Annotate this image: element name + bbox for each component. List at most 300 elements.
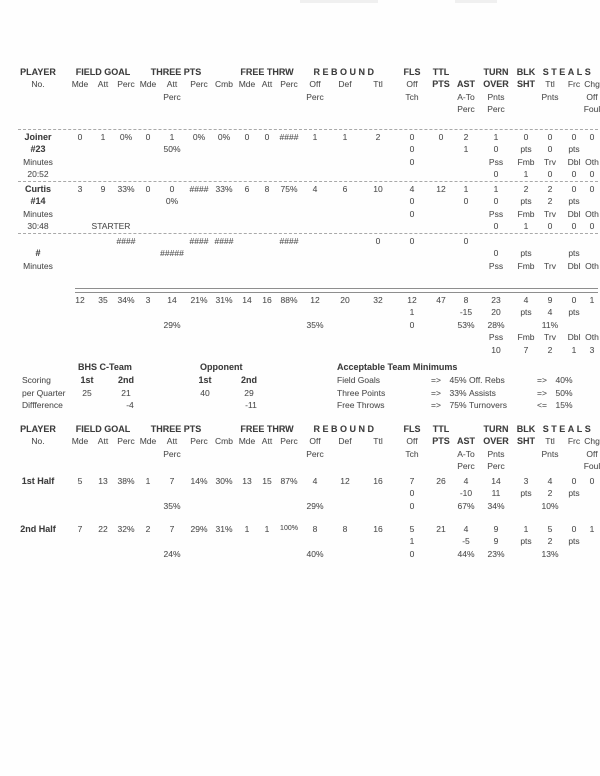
halves-header-l3-c17: Perc xyxy=(487,461,505,472)
team-difference-value: -4 xyxy=(126,400,134,410)
row-blank-l0-c7: #### xyxy=(214,236,234,246)
per-quarter-label: per Quarter xyxy=(22,388,66,398)
row-joiner-l0-c0: Joiner xyxy=(24,132,52,142)
row-totals-l3-c18: Fmb xyxy=(517,332,535,343)
row-totals-l0-c10: 88% xyxy=(280,295,298,305)
stats-header-l2-c17: Pnts xyxy=(487,91,505,102)
row-blank-l1-c18: pts xyxy=(520,248,532,259)
row-joiner-l2-c0: Minutes xyxy=(23,156,53,167)
halves-header-l0-c5: THREE PTS xyxy=(150,424,202,434)
row-joiner-l1-c5: 50% xyxy=(163,144,181,155)
row-2nd-half-l1-c14: 1 xyxy=(409,536,415,547)
halves-header-l0-c0: PLAYER xyxy=(20,424,56,434)
row-2nd-half-l2-c19: 13% xyxy=(541,548,559,559)
stats-header-l1-c9: Att xyxy=(261,79,273,90)
row-totals-l2-c17: 28% xyxy=(487,319,505,330)
halves-header-l1-c7: Cmb xyxy=(215,436,233,447)
row-2nd-half-l0-c8: 1 xyxy=(244,524,250,534)
row-totals-l3-c19: Trv xyxy=(544,332,556,343)
row-joiner-l3-c20: 0 xyxy=(571,169,577,180)
row-totals-l0-c11: 12 xyxy=(310,295,320,305)
row-curtis-l0-c14: 4 xyxy=(409,184,415,194)
row-blank-l2-c21: Oth xyxy=(585,260,599,271)
row-totals-l0-c19: 9 xyxy=(547,295,553,305)
halves-header-l0-c2: FIELD GOAL xyxy=(75,424,131,434)
stats-header-l1-c21: Chg xyxy=(584,79,600,90)
halves-header-l2-c21: Off xyxy=(586,448,598,459)
stats-header-l0-c9: FREE THRW xyxy=(240,67,294,77)
row-1st-half-l2-c17: 34% xyxy=(487,500,505,511)
halves-header-l1-c6: Perc xyxy=(190,436,208,447)
halves-header-l1-c9: Att xyxy=(261,436,273,447)
row-joiner-l0-c6: 0% xyxy=(192,132,206,142)
row-curtis-l3-c18: 1 xyxy=(523,221,529,232)
row-totals-l0-c18: 4 xyxy=(523,295,529,305)
row-2nd-half-l2-c16: 44% xyxy=(457,548,475,559)
row-totals-l0-c15: 47 xyxy=(436,295,446,305)
row-1st-half-l2-c11: 29% xyxy=(306,500,324,511)
minimum-operator: => xyxy=(537,375,547,385)
row-2nd-half-l0-c0: 2nd Half xyxy=(20,524,56,534)
row-2nd-half-l0-c19: 5 xyxy=(547,524,553,534)
row-1st-half-l0-c15: 26 xyxy=(436,476,446,486)
stats-header-l1-c2: Att xyxy=(97,79,109,90)
row-curtis-l0-c5: 0 xyxy=(169,184,175,194)
stats-header-l1-c3: Perc xyxy=(117,79,135,90)
row-1st-half-l0-c19: 4 xyxy=(547,476,553,486)
row-2nd-half-l0-c12: 8 xyxy=(342,524,348,534)
row-1st-half-l0-c2: 13 xyxy=(98,476,108,486)
minimum-value: 15% xyxy=(555,400,573,410)
dashed-separator xyxy=(18,129,598,130)
stats-header-l3-c21: Foul xyxy=(583,104,600,115)
row-joiner-l2-c17: Pss xyxy=(488,156,504,167)
row-1st-half-l1-c18: pts xyxy=(520,488,532,499)
row-1st-half-l0-c16: 4 xyxy=(463,476,469,486)
row-joiner-l0-c15: 0 xyxy=(438,132,444,142)
stats-header-l1-c1: Mde xyxy=(71,79,89,90)
row-curtis-l3-c2: STARTER xyxy=(91,221,131,232)
row-2nd-half-l0-c10: 100% xyxy=(280,525,298,532)
row-totals-l1-c14: 1 xyxy=(409,307,415,318)
row-totals-l0-c4: 3 xyxy=(145,295,151,305)
halves-header-l0-c20: STEALS xyxy=(542,424,594,434)
row-curtis-l0-c7: 33% xyxy=(215,184,233,194)
row-1st-half-l0-c7: 30% xyxy=(215,476,233,486)
halves-header-l1-c4: Mde xyxy=(139,436,157,447)
halves-header-l2-c16: A-To xyxy=(457,448,475,459)
stats-header-l1-c7: Cmb xyxy=(215,79,233,90)
row-curtis-l0-c0: Curtis xyxy=(24,184,52,194)
row-joiner-l0-c9: 0 xyxy=(264,132,270,142)
row-blank-l0-c13: 0 xyxy=(375,236,381,246)
row-joiner-l0-c14: 0 xyxy=(409,132,415,142)
row-2nd-half-l0-c21: 1 xyxy=(589,524,595,534)
row-curtis-l0-c2: 9 xyxy=(100,184,106,194)
row-2nd-half-l0-c15: 21 xyxy=(436,524,446,534)
stats-header-l1-c4: Mde xyxy=(139,79,157,90)
halves-header-l2-c14: Tch xyxy=(405,448,419,459)
row-joiner-l2-c20: Dbl xyxy=(567,156,581,167)
stats-header-l0-c17: TURN xyxy=(483,67,509,77)
halves-header-l1-c5: Att xyxy=(166,436,178,447)
halves-header-l1-c8: Mde xyxy=(238,436,256,447)
row-joiner-l0-c19: 0 xyxy=(547,132,553,142)
row-curtis-l0-c8: 6 xyxy=(244,184,250,194)
row-curtis-l3-c0: 30:48 xyxy=(27,221,49,232)
row-totals-l0-c14: 12 xyxy=(407,295,417,305)
halves-header-l1-c15: PTS xyxy=(432,436,450,447)
row-curtis-l0-c6: #### xyxy=(189,184,209,194)
row-totals-l0-c3: 34% xyxy=(117,295,135,305)
row-joiner-l0-c18: 0 xyxy=(523,132,529,142)
scoring-label: Scoring xyxy=(22,375,51,385)
row-curtis-l3-c20: 0 xyxy=(571,221,577,232)
stats-header-l0-c0: PLAYER xyxy=(20,67,56,77)
row-totals-l1-c16: -15 xyxy=(459,307,473,318)
row-totals-l4-c19: 2 xyxy=(547,344,553,355)
row-totals-l1-c17: 20 xyxy=(491,307,501,318)
stats-header-l1-c13: Ttl xyxy=(373,79,383,90)
row-curtis-l1-c19: 2 xyxy=(547,196,553,207)
stats-header-l3-c17: Perc xyxy=(487,104,505,115)
row-curtis-l0-c16: 1 xyxy=(463,184,469,194)
row-totals-l3-c20: Dbl xyxy=(567,332,581,343)
halves-header-l1-c16: AST xyxy=(457,436,475,447)
row-2nd-half-l2-c14: 0 xyxy=(409,548,415,559)
row-curtis-l0-c12: 6 xyxy=(342,184,348,194)
halves-header-l1-c2: Att xyxy=(97,436,109,447)
stats-header-l0-c14: FLS xyxy=(403,67,421,77)
row-1st-half-l0-c11: 4 xyxy=(312,476,318,486)
row-curtis-l1-c16: 0 xyxy=(463,196,469,207)
row-joiner-l1-c0: #23 xyxy=(30,144,46,155)
row-blank-l0-c14: 0 xyxy=(409,236,415,246)
row-joiner-l0-c10: #### xyxy=(279,132,299,142)
row-curtis-l1-c18: pts xyxy=(520,196,532,207)
scan-artifact xyxy=(455,0,497,3)
stats-header-l0-c18: BLK xyxy=(516,67,536,77)
row-joiner-l0-c8: 0 xyxy=(244,132,250,142)
row-curtis-l0-c11: 4 xyxy=(312,184,318,194)
row-totals-l4-c20: 1 xyxy=(571,344,577,355)
row-joiner-l1-c14: 0 xyxy=(409,144,415,155)
opponent-header: Opponent xyxy=(200,362,243,372)
row-1st-half-l0-c8: 13 xyxy=(242,476,252,486)
team-q2-header: 2nd xyxy=(117,375,135,385)
row-curtis-l0-c9: 8 xyxy=(264,184,270,194)
row-curtis-l1-c14: 0 xyxy=(409,196,415,207)
row-joiner-l2-c21: Oth xyxy=(585,156,599,167)
row-2nd-half-l0-c13: 16 xyxy=(373,524,383,534)
row-totals-l3-c17: Pss xyxy=(488,332,504,343)
halves-header-l1-c12: Def xyxy=(338,436,352,447)
halves-header-l0-c18: BLK xyxy=(516,424,536,434)
row-2nd-half-l0-c1: 7 xyxy=(77,524,83,534)
minimum-label: Turnovers xyxy=(469,400,507,410)
halves-header-l1-c13: Ttl xyxy=(373,436,383,447)
halves-header-l2-c11: Perc xyxy=(306,448,324,459)
row-curtis-l2-c14: 0 xyxy=(409,208,415,219)
row-totals-l2-c14: 0 xyxy=(409,319,415,330)
halves-header-l3-c16: Perc xyxy=(457,461,475,472)
row-curtis-l0-c15: 12 xyxy=(436,184,446,194)
row-curtis-l0-c1: 3 xyxy=(77,184,83,194)
row-1st-half-l0-c14: 7 xyxy=(409,476,415,486)
row-blank-l1-c5: ##### xyxy=(160,248,184,259)
row-totals-l0-c7: 31% xyxy=(215,295,233,305)
row-curtis-l3-c17: 0 xyxy=(493,221,499,232)
row-curtis-l2-c0: Minutes xyxy=(23,208,53,219)
row-2nd-half-l0-c2: 22 xyxy=(98,524,108,534)
row-1st-half-l1-c17: 11 xyxy=(491,488,501,499)
row-1st-half-l0-c12: 12 xyxy=(340,476,350,486)
stats-header-l0-c12: REBOUND xyxy=(313,67,377,77)
minimum-label: Three Points xyxy=(337,388,386,398)
stats-header-l2-c16: A-To xyxy=(457,91,475,102)
row-totals-l0-c20: 0 xyxy=(571,295,577,305)
row-2nd-half-l0-c14: 5 xyxy=(409,524,415,534)
opp-q2-header: 2nd xyxy=(240,375,258,385)
stats-header-l0-c20: STEALS xyxy=(542,67,594,77)
totals-double-rule xyxy=(75,288,598,293)
stats-header-l1-c15: PTS xyxy=(432,79,450,90)
row-curtis-l1-c20: pts xyxy=(568,196,580,207)
row-blank-l0-c3: #### xyxy=(116,236,136,246)
stats-header-l2-c21: Off xyxy=(586,91,598,102)
row-curtis-l2-c20: Dbl xyxy=(567,208,581,219)
halves-header-l1-c10: Perc xyxy=(280,436,298,447)
row-curtis-l0-c4: 0 xyxy=(145,184,151,194)
stats-header-l1-c5: Att xyxy=(166,79,178,90)
minimum-label: Assists xyxy=(469,388,496,398)
halves-header-l0-c9: FREE THRW xyxy=(240,424,294,434)
stats-header-l1-c20: Frc xyxy=(567,79,581,90)
minimums-title: Acceptable Team Minimums xyxy=(337,362,458,372)
row-joiner-l0-c17: 1 xyxy=(493,132,499,142)
row-joiner-l0-c13: 2 xyxy=(375,132,381,142)
row-blank-l2-c18: Fmb xyxy=(517,260,535,271)
row-joiner-l0-c7: 0% xyxy=(217,132,231,142)
row-curtis-l1-c5: 0% xyxy=(165,196,179,207)
row-totals-l0-c12: 20 xyxy=(340,295,350,305)
row-totals-l1-c19: 4 xyxy=(547,307,553,318)
row-blank-l2-c0: Minutes xyxy=(23,260,53,271)
row-joiner-l2-c19: Trv xyxy=(544,156,556,167)
minimum-label: Off. Rebs xyxy=(469,375,505,385)
stats-header-l1-c0: No. xyxy=(31,79,45,90)
row-totals-l0-c5: 14 xyxy=(167,295,177,305)
row-curtis-l0-c13: 10 xyxy=(373,184,383,194)
row-2nd-half-l1-c16: -5 xyxy=(462,536,470,547)
row-totals-l1-c20: pts xyxy=(568,307,580,318)
row-totals-l0-c2: 35 xyxy=(98,295,108,305)
row-curtis-l2-c21: Oth xyxy=(585,208,599,219)
minimum-label: Free Throws xyxy=(337,400,385,410)
stats-header-l1-c11: Off xyxy=(309,79,321,90)
row-2nd-half-l2-c17: 23% xyxy=(487,548,505,559)
row-2nd-half-l0-c16: 4 xyxy=(463,524,469,534)
dashed-separator xyxy=(18,181,598,182)
row-joiner-l0-c5: 1 xyxy=(169,132,175,142)
row-curtis-l2-c17: Pss xyxy=(488,208,504,219)
halves-header-l1-c19: Ttl xyxy=(545,436,555,447)
row-2nd-half-l1-c17: 9 xyxy=(493,536,499,547)
stats-header-l1-c8: Mde xyxy=(238,79,256,90)
row-blank-l1-c0: # xyxy=(35,248,41,259)
row-totals-l0-c21: 1 xyxy=(589,295,595,305)
row-totals-l1-c18: pts xyxy=(520,307,532,318)
stats-header-l2-c19: Pnts xyxy=(541,91,559,102)
row-curtis-l3-c19: 0 xyxy=(547,221,553,232)
row-totals-l2-c19: 11% xyxy=(541,319,559,330)
row-joiner-l0-c20: 0 xyxy=(571,132,577,142)
row-1st-half-l2-c5: 35% xyxy=(163,500,181,511)
row-1st-half-l1-c14: 0 xyxy=(409,488,415,499)
row-1st-half-l0-c0: 1st Half xyxy=(21,476,55,486)
row-2nd-half-l1-c18: pts xyxy=(520,536,532,547)
row-curtis-l0-c3: 33% xyxy=(117,184,135,194)
row-blank-l1-c17: 0 xyxy=(493,248,499,259)
row-2nd-half-l0-c18: 1 xyxy=(523,524,529,534)
row-blank-l2-c17: Pss xyxy=(488,260,504,271)
row-2nd-half-l0-c6: 29% xyxy=(190,524,208,534)
row-joiner-l3-c18: 1 xyxy=(523,169,529,180)
row-2nd-half-l0-c20: 0 xyxy=(571,524,577,534)
row-joiner-l1-c16: 1 xyxy=(463,144,469,155)
halves-header-l1-c11: Off xyxy=(309,436,321,447)
stats-header-l2-c5: Perc xyxy=(163,91,181,102)
row-totals-l0-c13: 32 xyxy=(373,295,383,305)
row-curtis-l0-c20: 0 xyxy=(571,184,577,194)
minimum-operator: => xyxy=(431,400,441,410)
row-2nd-half-l2-c11: 40% xyxy=(306,548,324,559)
row-1st-half-l2-c19: 10% xyxy=(541,500,559,511)
row-1st-half-l1-c19: 2 xyxy=(547,488,553,499)
minimum-label: Field Goals xyxy=(337,375,380,385)
row-joiner-l0-c12: 1 xyxy=(342,132,348,142)
row-joiner-l0-c2: 1 xyxy=(100,132,106,142)
row-2nd-half-l0-c9: 1 xyxy=(264,524,270,534)
minimum-value: 75% xyxy=(449,400,467,410)
halves-header-l1-c0: No. xyxy=(31,436,45,447)
row-blank-l2-c19: Trv xyxy=(544,260,556,271)
row-1st-half-l0-c10: 87% xyxy=(280,476,298,486)
row-2nd-half-l0-c11: 8 xyxy=(312,524,318,534)
halves-header-l0-c15: TTL xyxy=(432,424,450,434)
row-1st-half-l2-c16: 67% xyxy=(457,500,475,511)
stats-header-l1-c12: Def xyxy=(338,79,352,90)
row-1st-half-l0-c21: 0 xyxy=(589,476,595,486)
halves-header-l0-c12: REBOUND xyxy=(313,424,377,434)
row-totals-l4-c17: 10 xyxy=(491,344,501,355)
halves-header-l2-c5: Perc xyxy=(163,448,181,459)
row-curtis-l0-c17: 1 xyxy=(493,184,499,194)
stats-header-l1-c17: OVER xyxy=(483,79,509,90)
minimum-value: 50% xyxy=(555,388,573,398)
minimum-value: 33% xyxy=(449,388,467,398)
minimum-operator: <= xyxy=(537,400,547,410)
row-joiner-l3-c17: 0 xyxy=(493,169,499,180)
row-1st-half-l2-c14: 0 xyxy=(409,500,415,511)
minimum-value: 45% xyxy=(449,375,467,385)
row-joiner-l3-c19: 0 xyxy=(547,169,553,180)
row-2nd-half-l1-c20: pts xyxy=(568,536,580,547)
row-joiner-l0-c11: 1 xyxy=(312,132,318,142)
row-1st-half-l0-c9: 15 xyxy=(262,476,272,486)
row-blank-l1-c20: pts xyxy=(568,248,580,259)
halves-header-l1-c1: Mde xyxy=(71,436,89,447)
halves-header-l2-c17: Pnts xyxy=(487,448,505,459)
halves-header-l2-c19: Pnts xyxy=(541,448,559,459)
row-joiner-l1-c19: 0 xyxy=(547,144,553,155)
row-blank-l0-c6: #### xyxy=(189,236,209,246)
row-blank-l2-c20: Dbl xyxy=(567,260,581,271)
team-q2-score: 21 xyxy=(121,388,131,398)
row-1st-half-l0-c6: 14% xyxy=(190,476,208,486)
minimum-operator: => xyxy=(537,388,547,398)
halves-header-l0-c17: TURN xyxy=(483,424,509,434)
halves-header-l3-c21: Foul xyxy=(583,461,600,472)
team-q1-header: 1st xyxy=(80,375,94,385)
opp-q1-header: 1st xyxy=(198,375,212,385)
row-totals-l4-c21: 3 xyxy=(589,344,595,355)
row-1st-half-l1-c20: pts xyxy=(568,488,580,499)
row-1st-half-l0-c13: 16 xyxy=(373,476,383,486)
stats-header-l0-c15: TTL xyxy=(432,67,450,77)
row-totals-l0-c16: 8 xyxy=(463,295,469,305)
stats-header-l3-c16: Perc xyxy=(457,104,475,115)
row-curtis-l3-c21: 0 xyxy=(589,221,595,232)
row-2nd-half-l0-c3: 32% xyxy=(117,524,135,534)
row-joiner-l0-c3: 0% xyxy=(119,132,133,142)
row-1st-half-l0-c4: 1 xyxy=(145,476,151,486)
row-totals-l3-c21: Oth xyxy=(585,332,599,343)
row-2nd-half-l1-c19: 2 xyxy=(547,536,553,547)
row-totals-l0-c17: 23 xyxy=(491,295,501,305)
stats-header-l1-c18: SHT xyxy=(517,79,535,90)
team-name-header: BHS C-Team xyxy=(78,362,132,372)
row-2nd-half-l0-c17: 9 xyxy=(493,524,499,534)
row-totals-l2-c11: 35% xyxy=(306,319,324,330)
stats-header-l0-c2: FIELD GOAL xyxy=(75,67,131,77)
row-2nd-half-l0-c7: 31% xyxy=(215,524,233,534)
row-totals-l2-c16: 53% xyxy=(457,319,475,330)
row-joiner-l3-c21: 0 xyxy=(589,169,595,180)
row-totals-l4-c18: 7 xyxy=(523,344,529,355)
row-totals-l0-c9: 16 xyxy=(262,295,272,305)
row-totals-l0-c1: 12 xyxy=(75,295,85,305)
minimum-operator: => xyxy=(431,388,441,398)
stats-header-l1-c6: Perc xyxy=(190,79,208,90)
row-curtis-l1-c17: 0 xyxy=(493,196,499,207)
opp-q2-score: 29 xyxy=(244,388,254,398)
row-curtis-l2-c19: Trv xyxy=(544,208,556,219)
halves-header-l1-c21: Chg xyxy=(584,436,600,447)
opp-q1-score: 40 xyxy=(200,388,210,398)
row-totals-l2-c5: 29% xyxy=(163,319,181,330)
row-curtis-l0-c19: 2 xyxy=(547,184,553,194)
minimum-value: 40% xyxy=(555,375,573,385)
difference-label: Diffference xyxy=(22,400,63,410)
minimum-operator: => xyxy=(431,375,441,385)
row-1st-half-l0-c1: 5 xyxy=(77,476,83,486)
row-2nd-half-l2-c5: 24% xyxy=(163,548,181,559)
row-blank-l0-c10: #### xyxy=(279,236,299,246)
row-curtis-l1-c0: #14 xyxy=(30,196,46,207)
row-totals-l0-c6: 21% xyxy=(190,295,208,305)
row-joiner-l2-c14: 0 xyxy=(409,156,415,167)
